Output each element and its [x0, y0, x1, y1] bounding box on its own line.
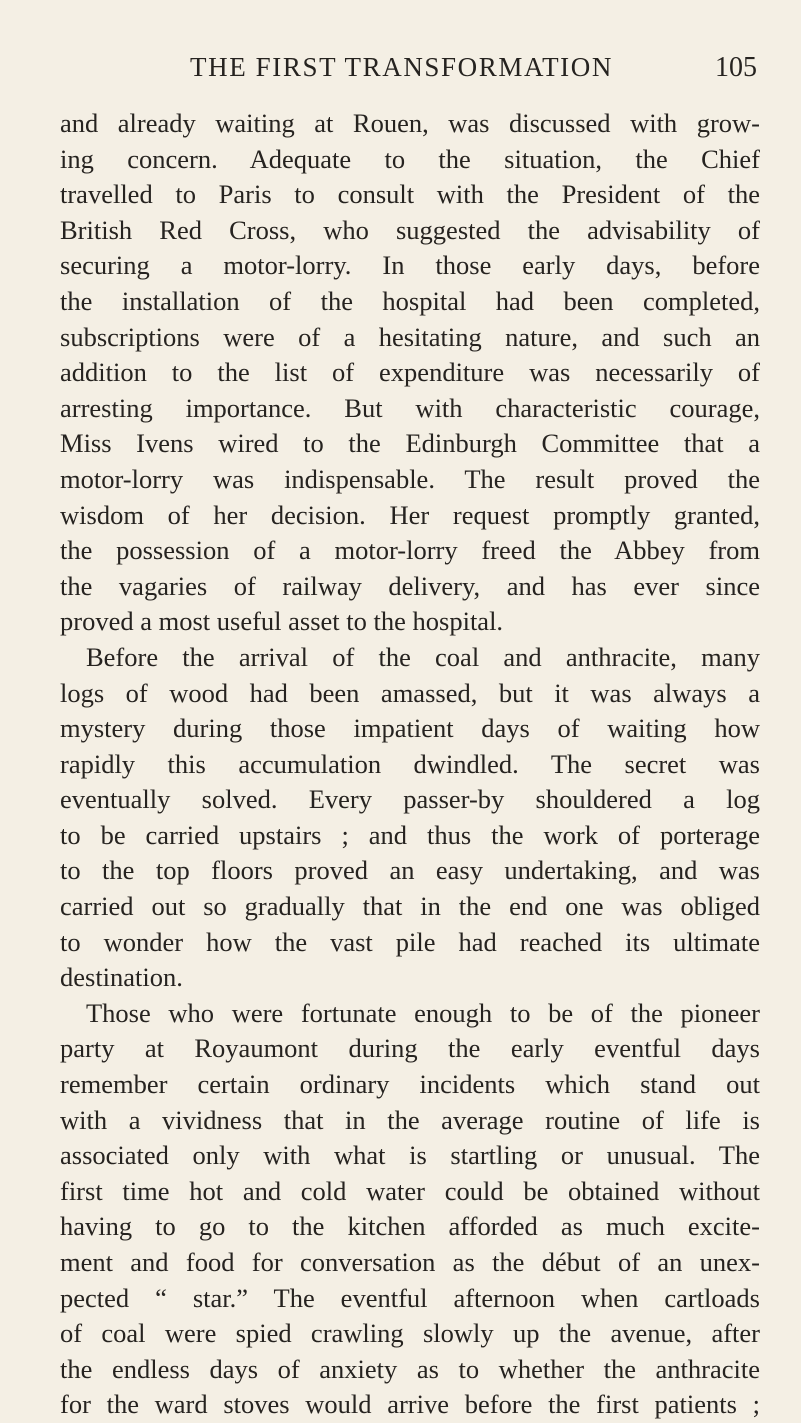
body-text [60, 106, 760, 1423]
text-line: mystery during those impatient days of waiting how [60, 713, 760, 744]
text-line: the installation of the hospital had been completed, [60, 285, 760, 316]
text-line: of coal were spied crawling slowly up the avenue, after [60, 1318, 760, 1349]
text-line: with a vividness that in the average routine of life is [60, 1104, 760, 1135]
paragraph [60, 996, 760, 1423]
text-line: Those who were fortunate enough to be of the pioneer [86, 997, 760, 1028]
paragraph [60, 106, 760, 640]
text-line: to wonder how the vast pile had reached its ultimate [60, 926, 760, 957]
text-line: pected “ star.” The eventful afternoon when cartloads [60, 1282, 760, 1313]
text-line: Miss Ivens wired to the Edinburgh Committee that a [60, 428, 760, 459]
text-line: securing a motor-lorry. In those early days, before [60, 250, 760, 281]
text-line: ment and food for conversation as the début of an unex- [60, 1247, 760, 1277]
text-line: subscriptions were of a hesitating nature, and such an [60, 321, 760, 352]
text-line: for the ward stoves would arrive before the first patients ; [60, 1389, 760, 1420]
text-line: British Red Cross, who suggested the advisability of [60, 214, 760, 245]
text-line: party at Royaumont during the early eventful days [60, 1033, 760, 1064]
paragraph [60, 640, 760, 996]
text-line: remember certain ordinary incidents which stand out [60, 1069, 760, 1100]
text-line: wisdom of her decision. Her request promptly granted, [60, 499, 760, 530]
text-line: proved a most useful asset to the hospital. [60, 606, 504, 637]
text-line: associated only with what is startling or unusual. The [60, 1140, 760, 1171]
text-line: travelled to Paris to consult with the President of the [60, 179, 760, 210]
text-line: and already waiting at Rouen, was discussed with grow- [60, 108, 760, 138]
text-line: destination. [60, 962, 183, 993]
text-line: arresting importance. But with characteristic courage, [60, 392, 760, 423]
text-line: ing concern. Adequate to the situation, the Chief [60, 143, 760, 174]
text-line: the possession of a motor-lorry freed the Abbey from [60, 535, 760, 566]
text-line: rapidly this accumulation dwindled. The secret was [60, 748, 760, 779]
text-line: the endless days of anxiety as to whether the anthracite [60, 1353, 760, 1384]
running-head [0, 52, 801, 92]
text-line: first time hot and cold water could be obtained without [60, 1175, 760, 1206]
text-line: carried out so gradually that in the end one was obliged [60, 891, 760, 922]
text-line: the vagaries of railway delivery, and has ever since [60, 570, 760, 601]
page-number: 105 [715, 52, 757, 83]
text-line: to the top floors proved an easy undertaking, and was [60, 855, 760, 886]
text-line: to be carried upstairs ; and thus the work of porterage [60, 819, 760, 850]
text-line: Before the arrival of the coal and anthracite, many [86, 641, 760, 672]
text-line: motor-lorry was indispensable. The result proved the [60, 463, 760, 494]
running-title: THE FIRST TRANSFORMATION [190, 52, 613, 82]
text-line: addition to the list of expenditure was necessarily of [60, 357, 760, 388]
text-line: having to go to the kitchen afforded as much excite- [60, 1211, 760, 1242]
text-line: logs of wood had been amassed, but it was always a [60, 677, 760, 708]
text-line: eventually solved. Every passer-by shouldered a log [60, 784, 760, 815]
